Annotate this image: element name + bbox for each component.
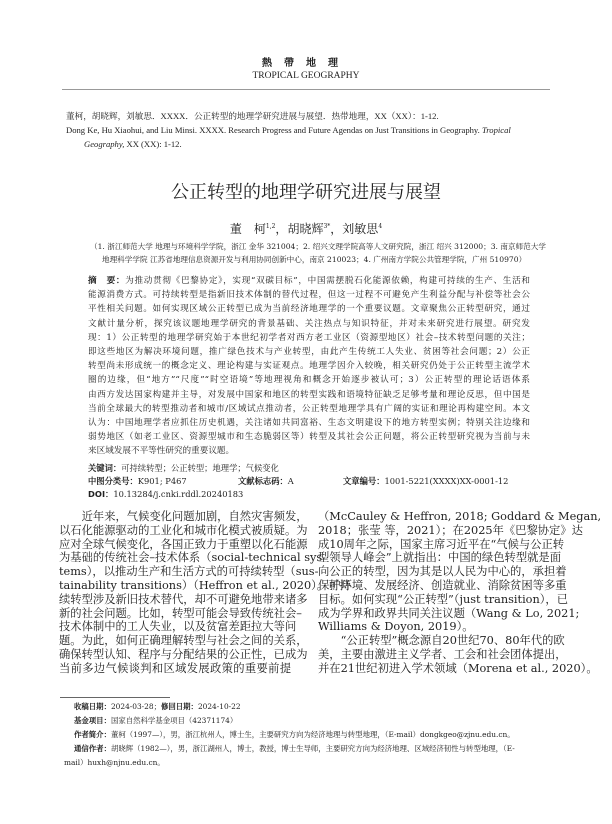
abstract-line: 弱势地区（如老工业区、资源型城市和生态脆弱区等）转型及其社会公正问题，将公正转型研究视为当前与未 [88,432,530,443]
body-column-right [318,510,602,676]
journal-name-cn: 熱帶地理 [262,58,350,69]
affiliation-line: （1. 浙江师范大学 地理与环境科学学院，浙江 金华 321004；2. 绍兴文理学院高等人文研究院，浙江 绍兴 312000；3. 南京师范大学 [90,242,546,251]
citation-cn: 董柯，胡晓辉，刘敏思．XXXX．公正转型的地理学研究进展与展望．热带地理，XX（XX）：1-12. [66,111,439,121]
footnote-fund [64,714,554,728]
article-metadata [88,462,548,500]
body-line: 续转型涉及新旧技术替代，却不可避免地带来诸多 [59,592,308,606]
citation-en [66,123,556,137]
clc-value: K901; P467 [137,475,187,486]
abstract-line: 即这些地区为解决环境问题，推广绿色技术与产业转型，由此产生传统工人失业、贫困等社会问题；2）公正 [88,347,530,358]
article-no-label: 文章编号： [343,475,385,486]
citation-en-cont [66,137,556,151]
keywords-label: 关键词： [88,463,122,473]
citation-volume: XX (XX): 1-12. [124,139,182,149]
body-line: 为基础的传统社会–技术体系（social-technical sys- [59,551,326,565]
abstract-text: 为推动贯彻《巴黎协定》，实现“双碳目标”，中国需摆脱石化能源依赖，构建可持续的生产、生活和 [125,276,530,286]
body-line: 美，主要由激进主义学者、工会和社会团体提出， [318,647,567,661]
body-line: 应对全球气候变化，各国正致力于重塑以化石能源 [59,537,308,551]
article-no-value: 1001-5221(XXXX)XX-0001-12 [384,475,509,486]
footnotes [64,700,554,770]
keywords-value: 可持续转型；公正转型；地理学；气候变化 [121,463,279,473]
body-line: 以石化能源驱动的工业化和城市化模式被质疑。为 [59,523,308,537]
body-column-left [59,510,351,676]
doi-label: DOI： [88,488,114,499]
revised-date: 2024-10-22 [197,702,241,711]
header-divider [62,89,550,90]
corresponding-label: 通信作者： [74,744,111,753]
revised-label: 修回日期： [160,702,198,711]
abstract-line: 转型尚未形成统一的概念定义、理论构建与实证观点。地理学因介入较晚，相关研究仍处于公正转型主流学术 [88,361,530,372]
affiliation-line: 地理科学学院 江苏省地理信息资源开发与利用协同创新中心，南京 210023；4. 广州南方学院公共管理学院，广州 510970） [102,255,527,264]
body-line: 技术体制中的工人失业，以及贫富差距拉大等问 [59,620,297,634]
body-line: （McCauley & Heffron, 2018; Goddard & Megan, [318,510,602,523]
body-line: 向公正的转型，因为其是以人民为中心的，承担着 [318,565,567,579]
fund-label: 基金项目： [74,716,111,725]
body-line: 2018；张莹 等，2021）；在2025年《巴黎协定》达 [318,523,583,537]
author-bio: 董柯（1997—），男，浙江杭州人，博士生，主要研究方向为经济地理与转型地理，（E-mail）dongkgeo@zjnu.edu.cn。 [110,730,515,739]
body-line: 题。为此，如何正确理解转型与社会之间的关系， [59,634,308,648]
body-line: 型领导人峰会”上就指出：中国的绿色转型就是面 [318,551,562,565]
footnote-author [64,728,554,742]
journal-name-en: TROPICAL GEOGRAPHY [252,71,360,81]
fund-value: 国家自然科学基金项目（42371174） [110,716,238,725]
author-name: 胡晓辉 [287,222,324,236]
body-line: 目标。如何实现“公正转型”（just transition），已 [318,592,569,606]
author-affil: 4 [378,223,383,230]
doi-value[interactable]: 10.13284/j.cnki.rddl.20240183 [113,488,244,499]
classification-row [88,475,548,488]
body-line: 保护环境、发展经济、创造就业、消除贫困等多重 [318,578,567,592]
body-line: 新的社会问题。比如，转型可能会导致传统社会– [59,606,302,620]
abstract-line: 由西方发达国家构建并主导，对发展中国家和地区的转型实践和语境特征缺乏足够考量和理论反思，但中国是 [88,389,530,400]
footnote-corresponding-cont: mail）huxh@njnu.edu.cn。 [64,758,165,767]
citation-en-text: Dong Ke, Hu Xiaohui, and Liu Minsi. XXXX. Research Progress and Future Agendas on Just Transitions in Geography. [66,125,480,135]
body-line: 成为学界和政界共同关注议题（Wang & Lo, 2021; [318,606,580,620]
abstract-line: 认为：中国地理学者应抓住历史机遇，关注诸如共同富裕、生态文明建设下的地方转型实例；特别关注边缘和 [88,418,530,429]
received-label: 收稿日期： [74,702,111,711]
body-line: 当前多边气候谈判和区域发展政策的重要前提 [59,661,291,675]
body-line: 确保转型认知、程序与分配结果的公正性，已成为 [59,647,308,661]
abstract [88,274,530,459]
body-line: tems），以推动生产和生活方式的可持续转型（sus- [59,565,319,579]
abstract-line [88,274,530,288]
abstract-line: 现：1）公正转型的地理学研究始于本世纪初学者对西方老工业区（资源型地区）社会–技术转型问题的关注； [88,332,530,343]
corresponding-bio: 胡晓辉（1982—），男，浙江湖州人，博士，教授，博士生导师，主要研究方向为经济地理、区域经济韧性与转型地理，（E- [110,744,515,753]
body-line: Williams & Doyon, 2019）。 [318,620,474,634]
author-list: 董 柯$^{1,2}$，胡晓辉$^{3*}$，刘敏思$^4$ [229,222,383,236]
footnote-divider [60,697,170,698]
abstract-line: 能源消费方式。可持续转型是指新旧技术体制的替代过程，但这一过程不可避免产生利益分配与补偿等社会公 [88,290,530,301]
author-name: 刘敏思 [342,222,379,236]
doc-code-label: 文献标志码： [238,475,288,486]
body-line: “公正转型”概念源自20世纪70、80年代的欧 [340,634,565,648]
doc-code-value: A [287,475,294,486]
paper-title: 公正转型的地理学研究进展与展望 [171,182,441,203]
abstract-line: 文献计量分析，探究该议题地理学研究的背景基础、关注热点与知识特征，并对未来研究进行展望。研究发 [88,318,530,329]
clc-label: 中图分类号： [88,475,138,486]
body-line: 近年来，气候变化问题加剧，自然灾害频发， [81,510,308,523]
doi [88,488,548,501]
keywords [88,462,548,475]
citation-journal: Tropical [481,125,511,135]
abstract-label: 摘 要： [88,276,126,286]
affiliations [90,240,546,266]
abstract-line: 来区域发展不平等性研究的重要议题。 [88,446,235,457]
author-bio-label: 作者简介： [74,730,111,739]
citation-journal-cont: Geography, [84,139,125,149]
citation-block [66,109,556,151]
author-name: 董 柯 [229,222,266,236]
body-line: 成10周年之际，国家主席习近平在“气候与公正转 [318,537,565,551]
footnote-corresponding [64,742,554,756]
received-date: 2024-03-28； [110,702,161,711]
author-affil: 3* [323,223,331,230]
body-line: tainability transitions）（Heffron et al., 2020）。可持 [59,578,351,592]
abstract-line: 平性相关问题。如何实现区域公正转型已成为当前经济地理学的一个重要议题。文章聚焦公正转型研究，通过 [88,304,530,315]
body-line: 并在21世纪初进入学术领域（Morena et al., 2020）。 [318,661,598,675]
author-affil: 1,2 [265,223,276,230]
footnote-dates [64,700,554,714]
abstract-line: 圈的边缘，但“地方”“尺度”“时空语境”等地理视角和概念开始逐步被认可；3）公正转型的理论话语体系 [88,375,530,386]
abstract-line: 当前全球最大的转型推动者和城市/区域试点推动者，公正转型地理学具有广阔的实证和理论再构建空间。本文 [88,403,530,414]
